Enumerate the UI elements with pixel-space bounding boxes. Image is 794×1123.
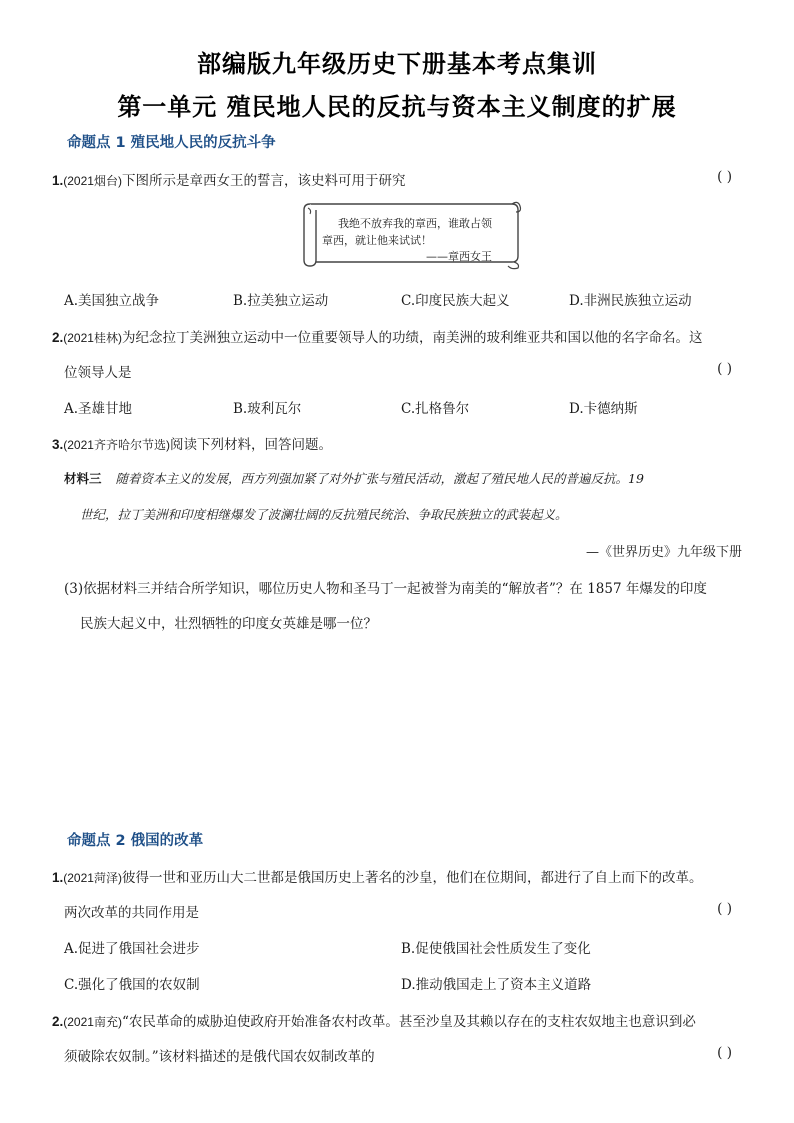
question-number: 1. xyxy=(52,870,64,885)
question-2-1 xyxy=(52,866,702,886)
question-number: 2. xyxy=(52,330,64,345)
question-source: (2021桂林) xyxy=(63,331,122,345)
question-number: 2. xyxy=(52,1014,64,1029)
option-a: A.圣雄甘地 xyxy=(64,401,133,417)
option-c: C.扎格鲁尔 xyxy=(401,401,470,417)
scroll-signature: ——章西女王 xyxy=(426,250,492,263)
document-title: 部编版九年级历史下册基本考点集训 xyxy=(197,50,597,78)
question-source: (2021南充) xyxy=(63,1015,122,1029)
section-heading-2: 命题点 2 俄国的改革 xyxy=(67,833,204,849)
question-1-3 xyxy=(52,433,332,453)
question-text-cont: 须破除农奴制。”该材料描述的是俄代国农奴制改革的 xyxy=(64,1049,375,1065)
answer-paren: ( ) xyxy=(717,361,732,377)
option-b: B.玻利瓦尔 xyxy=(233,401,302,417)
answer-paren: ( ) xyxy=(717,1045,732,1061)
option-c: C.强化了俄国的农奴制 xyxy=(64,977,200,993)
question-text: 彼得一世和亚历山大二世都是俄国历史上著名的沙皇，他们在位期间，都进行了自上而下的改革。 xyxy=(121,870,703,886)
material-line-1 xyxy=(64,469,644,487)
scroll-line-1: 我绝不放弃我的章西，谁敢占领 xyxy=(338,217,492,230)
question-text-cont: 两次改革的共同作用是 xyxy=(64,905,199,921)
question-2-2 xyxy=(52,1010,696,1030)
question-source: (2021烟台) xyxy=(63,174,122,188)
material-source: —《世界历史》九年级下册 xyxy=(585,545,742,560)
option-a: A.促进了俄国社会进步 xyxy=(64,941,200,957)
option-d: D.推动俄国走上了资本主义道路 xyxy=(401,977,592,993)
material-text: 随着资本主义的发展，西方列强加紧了对外扩张与殖民活动，激起了殖民地人民的普遍反抗。19 xyxy=(115,471,644,486)
material-line-2: 世纪，拉丁美洲和印度相继爆发了波澜壮阔的反抗殖民统治、争取民族独立的武装起义。 xyxy=(80,507,568,522)
option-b: B.促使俄国社会性质发生了变化 xyxy=(401,941,591,957)
question-text-cont: 位领导人是 xyxy=(64,365,132,381)
material-label: 材料三 xyxy=(64,471,102,486)
question-number: 3. xyxy=(52,437,64,452)
answer-paren: ( ) xyxy=(717,901,732,917)
option-d: D.卡德纳斯 xyxy=(569,401,638,417)
sub-question-3: (3)依据材料三并结合所学知识，哪位历史人物和圣马丁一起被誉为南美的“解放者”？在 1857 年爆发的印度 xyxy=(64,581,707,597)
question-1-2 xyxy=(52,326,702,346)
unit-title: 第一单元 殖民地人民的反抗与资本主义制度的扩展 xyxy=(117,93,677,121)
option-b: B.拉美独立运动 xyxy=(233,293,329,309)
question-source: (2021齐齐哈尔节选) xyxy=(63,438,170,452)
question-number: 1. xyxy=(52,173,64,188)
scroll-line-2: 章西，就让他来试试！ xyxy=(322,234,432,247)
option-d: D.非洲民族独立运动 xyxy=(569,293,692,309)
scroll-image xyxy=(300,198,522,270)
question-1-1 xyxy=(52,169,405,189)
question-text: 下图所示是章西女王的誓言，该史料可用于研究 xyxy=(121,173,406,189)
question-text: 为纪念拉丁美洲独立运动中一位重要领导人的功绩，南美洲的玻利维亚共和国以他的名字命名。这 xyxy=(121,330,703,346)
option-c: C.印度民族大起义 xyxy=(401,293,510,309)
question-text: 阅读下列材料，回答问题。 xyxy=(169,437,332,453)
question-source: (2021菏泽) xyxy=(63,871,122,885)
question-text: “农民革命的威胁迫使政府开始准备农村改革。甚至沙皇及其赖以存在的支柱农奴地主也意识到必 xyxy=(121,1014,696,1030)
option-a: A.美国独立战争 xyxy=(64,293,160,309)
answer-paren: ( ) xyxy=(717,169,732,185)
sub-question-3-cont: 民族大起义中，壮烈牺牲的印度女英雄是哪一位？ xyxy=(80,616,377,632)
section-heading-1: 命题点 1 殖民地人民的反抗斗争 xyxy=(67,135,276,151)
